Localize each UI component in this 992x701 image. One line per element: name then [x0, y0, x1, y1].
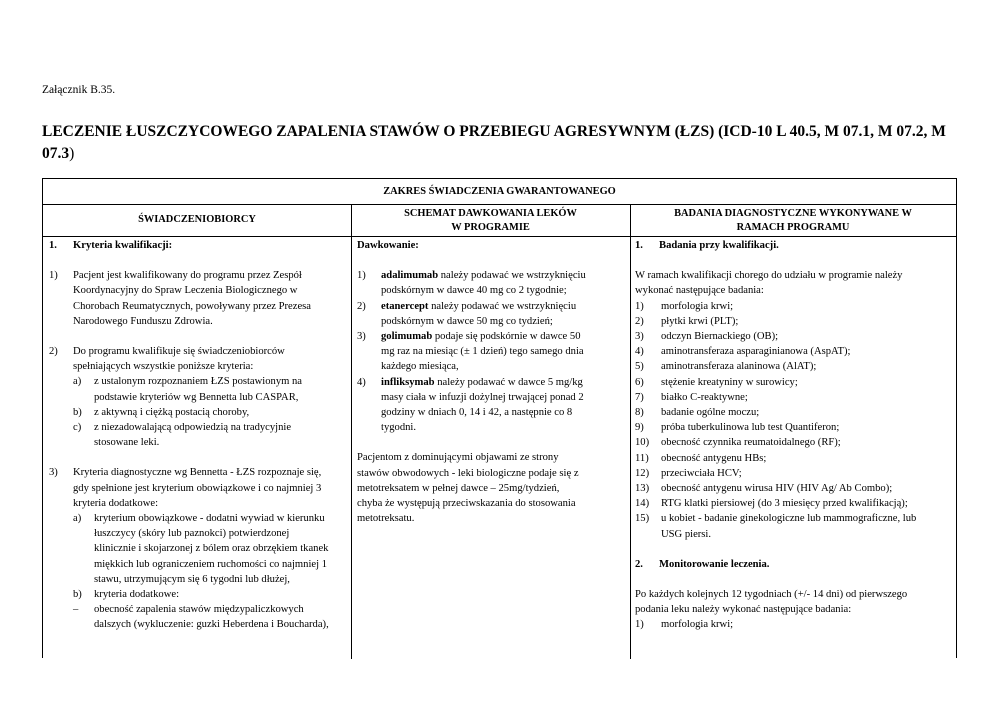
- test-item: [635, 390, 953, 405]
- test-item: [635, 329, 953, 344]
- text-fragment: podaje się podskórnie w dawce 50: [432, 331, 581, 343]
- drug-name: infliksymab: [381, 376, 435, 388]
- drug-item: [357, 268, 625, 298]
- col3-section2-heading: [635, 557, 953, 572]
- col3-header-line2: RAMACH PROGRAMU: [736, 222, 850, 233]
- col3-content: [635, 238, 953, 633]
- text-line: Chorobach Reumatycznych, powoływany przez Prezesa: [73, 300, 311, 312]
- col3-header: [630, 207, 956, 235]
- list-num: 9): [635, 422, 644, 434]
- text-line: W ramach kwalifikacji chorego do udziału w programie należy: [635, 270, 903, 282]
- col3-section1-heading: [635, 238, 953, 253]
- test-item: [635, 481, 953, 496]
- list-num: 2): [635, 315, 644, 327]
- text-line: tygodni.: [381, 422, 417, 434]
- text-line: metotreksatu.: [357, 513, 415, 525]
- test-text: obecność czynnika reumatoidalnego (RF);: [661, 437, 841, 449]
- drug-name: adalimumab: [381, 270, 439, 282]
- text-line: Narodowego Funduszu Zdrowia.: [73, 315, 213, 327]
- col1-header: ŚWIADCZENIOBIORCY: [138, 214, 256, 225]
- list-num: 4): [357, 376, 366, 388]
- list-num: c): [73, 422, 82, 434]
- col2-content: [357, 238, 625, 526]
- col3-section1-num: 1.: [635, 240, 643, 251]
- test-text: morfologia krwi;: [661, 619, 734, 631]
- test-text: przeciwciała HCV;: [661, 467, 742, 479]
- test-item: [635, 435, 953, 450]
- text-line: podania leku należy wykonać następujące badania:: [635, 604, 852, 616]
- text-line: kryteria dodatkowe:: [94, 589, 180, 601]
- text-line: gdy spełnione jest kryterium obowiązkowe i co najmniej 3: [73, 482, 322, 494]
- col2-section-title: Dawkowanie:: [357, 240, 419, 251]
- text-line: Po każdych kolejnych 12 tygodniach (+/- 14 dni) od pierwszego: [635, 589, 908, 601]
- test-text: obecność antygenu wirusa HIV (HIV Ag/ Ab Combo);: [661, 483, 893, 495]
- text-fragment: należy podawać we wstrzyknięciu: [428, 300, 577, 312]
- test-text: aminotransferaza alaninowa (AlAT);: [661, 361, 817, 373]
- text-line: każdego miesiąca,: [381, 361, 459, 373]
- criterion-3: [49, 465, 347, 632]
- text-line: stawu, utrzymującym się 6 tygodni lub dłużej,: [94, 573, 290, 585]
- list-item: [73, 420, 347, 450]
- test-text: płytki krwi (PLT);: [661, 315, 739, 327]
- list-num: 3): [357, 331, 366, 343]
- methotrexate-note: [357, 450, 625, 526]
- list-item: [73, 587, 347, 602]
- text-line: godziny w dniach 0, 14 i 42, a następnie co 8: [381, 407, 573, 419]
- list-num: 2): [357, 300, 366, 312]
- test-item: [635, 344, 953, 359]
- list-item: [73, 374, 347, 404]
- drug-name: golimumab: [381, 331, 433, 343]
- text-line: miękkich lub ograniczeniem ruchomości co najmniej 1: [94, 558, 327, 570]
- list-num: 10): [635, 437, 650, 449]
- col3-section1-title: Badania przy kwalifikacji.: [659, 240, 779, 251]
- list-item: [73, 602, 347, 632]
- list-num: 8): [635, 407, 644, 419]
- col2-header-line1: SCHEMAT DAWKOWANIA LEKÓW: [404, 208, 577, 219]
- test-item: [635, 405, 953, 420]
- text-line: stawów obwodowych - leki biologiczne podaje się z: [357, 467, 579, 479]
- col1-section-heading: [49, 238, 347, 253]
- test-item: [635, 511, 953, 541]
- text-line: Do programu kwalifikuje się świadczeniobiorców: [73, 346, 285, 358]
- test-item: [635, 466, 953, 481]
- text-line: metotreksatem w pełnej dawce – 25mg/tydzień,: [357, 482, 560, 494]
- text-line: obecność zapalenia stawów międzypaliczkowych: [94, 604, 304, 616]
- test-text: u kobiet - badanie ginekologiczne lub mammograficzne, lub: [661, 513, 917, 525]
- program-table: [42, 178, 957, 658]
- text-line: z niezadowalającą odpowiedzią na tradycyjnie: [94, 422, 292, 434]
- column-divider-1: [351, 204, 352, 659]
- list-num: 1): [357, 270, 366, 282]
- annex-label: Załącznik B.35.: [42, 84, 116, 96]
- col2-header-line2: W PROGRAMIE: [451, 222, 530, 233]
- col1-content: [49, 238, 347, 633]
- text-line: podskórnym w dawce 50 mg co tydzień;: [381, 315, 553, 327]
- test-text: białko C-reaktywne;: [661, 391, 748, 403]
- col3-header-line1: BADANIA DIAGNOSTYCZNE WYKONYWANE W: [674, 208, 912, 219]
- list-num: 15): [635, 513, 650, 525]
- text-line: chyba że występują przeciwskazania do stosowania: [357, 498, 576, 510]
- test-text: obecność antygenu HBs;: [661, 452, 767, 464]
- text-line: Koordynacyjny do Spraw Leczenia Biologicznego w: [73, 285, 298, 297]
- text-line: klinicznie i skojarzonej z bólem oraz obrzękiem tkanek: [94, 543, 329, 555]
- subheader-divider: [43, 236, 956, 237]
- list-num: 5): [635, 361, 644, 373]
- title-paren: ): [69, 145, 75, 162]
- test-item: [635, 451, 953, 466]
- test-text: aminotransferaza asparaginianowa (AspAT);: [661, 346, 851, 358]
- text-line: podstawie kryteriów wg Bennetta lub CASPAR,: [94, 391, 299, 403]
- list-num: 7): [635, 391, 644, 403]
- col1-section-title: Kryteria kwalifikacji:: [73, 240, 173, 251]
- col3-section2-num: 2.: [635, 558, 643, 570]
- test-text: RTG klatki piersiowej (do 3 miesięcy przed kwalifikacją);: [661, 498, 908, 510]
- list-num: 4): [635, 346, 644, 358]
- col3-section2-title: Monitorowanie leczenia.: [659, 558, 770, 570]
- text-line: z aktywną i ciężką postacią choroby,: [94, 406, 250, 418]
- table-top-header: ZAKRES ŚWIADCZENIA GWARANTOWANEGO: [383, 186, 616, 197]
- title-main: LECZENIE ŁUSZCZYCOWEGO ZAPALENIA STAWÓW O PRZEBIEGU AGRESYWNYM (ŁZS) (ICD-10 L 40.5, M 07.1, M 07.2, M 07.3: [42, 123, 946, 162]
- list-num: b): [73, 589, 82, 601]
- list-num: a): [73, 376, 82, 388]
- test-item: [635, 375, 953, 390]
- text-line: kryterium obowiązkowe - dodatni wywiad w kierunku: [94, 513, 325, 525]
- text-line: stosowane leki.: [94, 437, 160, 449]
- text-line: wykonać następujące badania:: [635, 285, 764, 297]
- text-line: Kryteria diagnostyczne wg Bennetta - ŁZS rozpoznaje się,: [73, 467, 322, 479]
- text-line: masy ciała w infuzji dożylnej trwającej ponad 2: [381, 391, 584, 403]
- criterion-2: [49, 344, 347, 450]
- text-line: mg raz na miesiąc (± 1 dzień) tego samego dnia: [381, 346, 584, 358]
- list-num: 1): [49, 270, 58, 282]
- header-divider: [43, 204, 956, 205]
- test-item: [635, 496, 953, 511]
- text-line: Pacjent jest kwalifikowany do programu przez Zespół: [73, 270, 302, 282]
- text-line: spełniających wszystkie poniższe kryteria:: [73, 361, 254, 373]
- drug-name: etanercept: [381, 300, 429, 312]
- page-title: [42, 121, 962, 165]
- list-num: 6): [635, 376, 644, 388]
- test-item: [635, 617, 953, 632]
- test-item: [635, 359, 953, 374]
- text-fragment: należy podawać we wstrzyknięciu: [438, 270, 586, 282]
- test-text: USG piersi.: [661, 528, 712, 540]
- test-text: próba tuberkulinowa lub test Quantiferon;: [661, 422, 840, 434]
- list-num: –: [73, 604, 79, 616]
- list-num: 11): [635, 452, 649, 464]
- list-num: 1): [635, 619, 644, 631]
- text-line: Pacjentom z dominującymi objawami ze strony: [357, 452, 559, 464]
- test-item: [635, 299, 953, 314]
- col2-header: [351, 207, 630, 235]
- test-text: badanie ogólne moczu;: [661, 407, 760, 419]
- list-num: 1): [635, 300, 644, 312]
- criterion-1: [49, 268, 347, 329]
- list-item: [73, 405, 347, 420]
- list-num: 2): [49, 346, 58, 358]
- test-item: [635, 420, 953, 435]
- list-num: 13): [635, 483, 650, 495]
- test-text: morfologia krwi;: [661, 300, 734, 312]
- list-num: a): [73, 513, 82, 525]
- text-fragment: należy podawać w dawce 5 mg/kg: [434, 376, 583, 388]
- test-text: odczyn Biernackiego (OB);: [661, 331, 779, 343]
- text-line: z ustalonym rozpoznaniem ŁZS postawionym na: [94, 376, 303, 388]
- col1-section-num: 1.: [49, 240, 57, 251]
- text-line: podskórnym w dawce 40 mg co 2 tygodnie;: [381, 285, 567, 297]
- column-divider-2: [630, 204, 631, 659]
- text-line: łuszczycy (skóry lub paznokci) potwierdzonej: [94, 528, 290, 540]
- text-line: kryteria dodatkowe:: [73, 497, 159, 509]
- list-num: 14): [635, 498, 650, 510]
- text-line: dalszych (wykluczenie: guzki Heberdena i Boucharda),: [94, 619, 329, 631]
- test-text: stężenie kreatyniny w surowicy;: [661, 376, 798, 388]
- test-item: [635, 314, 953, 329]
- drug-item: [357, 329, 625, 375]
- list-num: 3): [49, 467, 58, 479]
- list-num: 12): [635, 467, 650, 479]
- list-num: b): [73, 406, 82, 418]
- list-num: 3): [635, 331, 644, 343]
- drug-item: [357, 299, 625, 329]
- drug-item: [357, 375, 625, 436]
- list-item: [73, 511, 347, 587]
